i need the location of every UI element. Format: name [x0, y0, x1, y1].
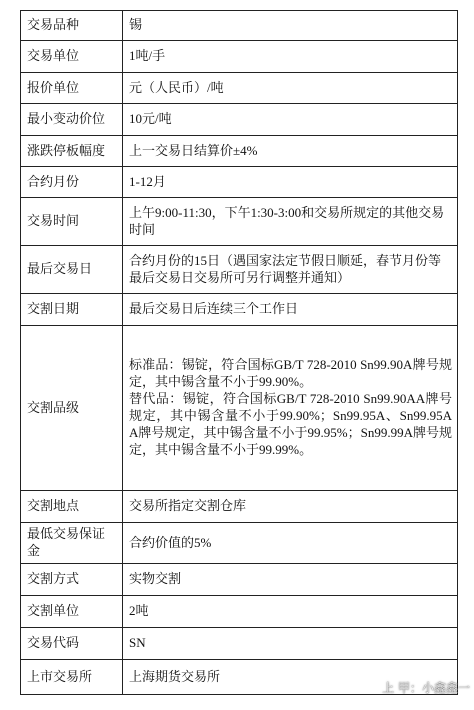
- row-key: 最后交易日: [21, 246, 123, 294]
- table-row: [21, 11, 458, 41]
- row-value: 上午9:00-11:30，下午1:30-3:00和交易所规定的其他交易时间: [123, 198, 458, 246]
- table-row: [21, 246, 458, 294]
- row-key: 交易单位: [21, 41, 123, 73]
- row-value: [123, 326, 458, 491]
- row-key: 报价单位: [21, 73, 123, 104]
- table-row: [21, 564, 458, 596]
- row-value: 上一交易日结算价±4%: [123, 136, 458, 167]
- row-value: 元（人民币）/吨: [123, 73, 458, 104]
- row-value: 上海期货交易所: [123, 660, 458, 695]
- row-key: 最小变动价位: [21, 104, 123, 136]
- row-key: 交易代码: [21, 628, 123, 660]
- row-key: 上市交易所: [21, 660, 123, 695]
- table-row: [21, 326, 458, 491]
- standard-grade-text: 标准品：锡锭，符合国标GB/T 728-2010 Sn99.90A牌号规定，其中锡含量不小于99.90%。: [129, 357, 452, 390]
- row-value: SN: [123, 628, 458, 660]
- table-row: [21, 294, 458, 326]
- substitute-grade-text: 替代品：锡锭，符合国标GB/T 728-2010 Sn99.90AA牌号规定，其中锡含量不小于99.90%；Sn99.95A、Sn99.95AA牌号规定，其中锡含量不小于99.95%；Sn99.99A牌号规定，其中锡含量不小于99.99%。: [129, 391, 452, 457]
- row-key: 最低交易保证金: [21, 523, 123, 564]
- table-row: [21, 41, 458, 73]
- row-value: 1-12月: [123, 167, 458, 198]
- row-value: 交易所指定交割仓库: [123, 491, 458, 523]
- table-row: [21, 491, 458, 523]
- row-value: 锡: [123, 11, 458, 41]
- row-key: 交割品级: [21, 326, 123, 491]
- row-key: 交割日期: [21, 294, 123, 326]
- row-key: 合约月份: [21, 167, 123, 198]
- table-row: [21, 596, 458, 628]
- contract-spec-table: [20, 10, 458, 695]
- row-value: 合约月份的15日（遇国家法定节假日顺延，春节月份等最后交易日交易所可另行调整并通知）: [123, 246, 458, 294]
- table-row: [21, 104, 458, 136]
- watermark: 上 甲：小鑫鑫一: [382, 681, 470, 695]
- row-value: 10元/吨: [123, 104, 458, 136]
- row-key: 涨跌停板幅度: [21, 136, 123, 167]
- table-row: [21, 167, 458, 198]
- table-row: [21, 73, 458, 104]
- row-value: 最后交易日后连续三个工作日: [123, 294, 458, 326]
- table-row: [21, 136, 458, 167]
- row-key: 交割地点: [21, 491, 123, 523]
- table-row: [21, 523, 458, 564]
- row-value: 合约价值的5%: [123, 523, 458, 564]
- table-row: [21, 198, 458, 246]
- row-key: 交割单位: [21, 596, 123, 628]
- row-key: 交易时间: [21, 198, 123, 246]
- row-value: 1吨/手: [123, 41, 458, 73]
- row-key: 交易品种: [21, 11, 123, 41]
- table-row: [21, 628, 458, 660]
- row-value: 实物交割: [123, 564, 458, 596]
- row-key: 交割方式: [21, 564, 123, 596]
- row-value: 2吨: [123, 596, 458, 628]
